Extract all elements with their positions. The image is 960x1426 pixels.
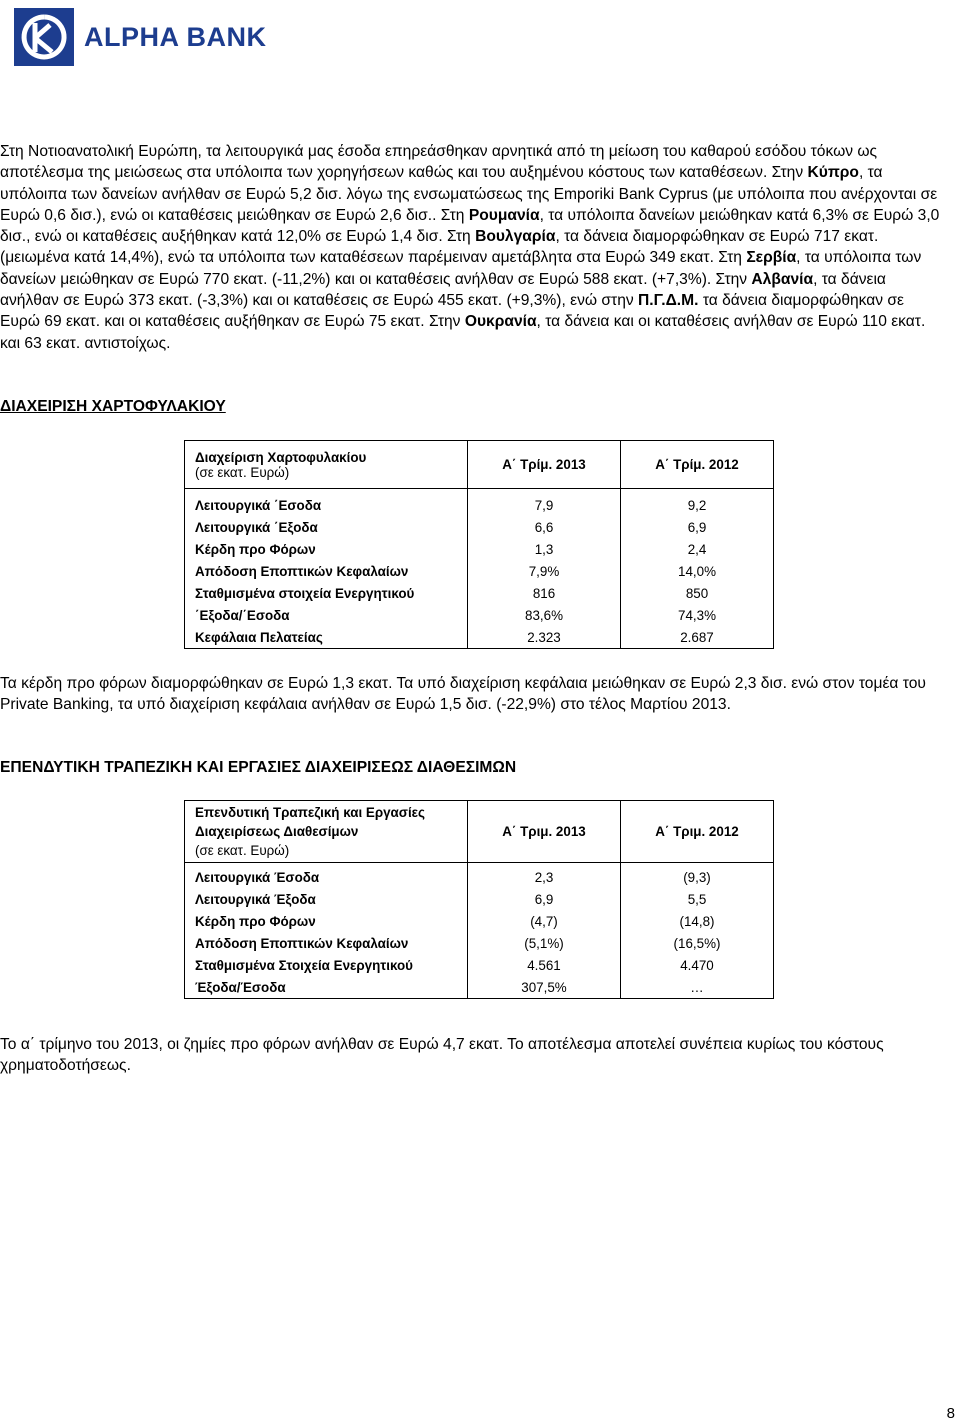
table-row — [185, 627, 774, 649]
row-label: Απόδοση Εποπτικών Κεφαλαίων — [185, 933, 468, 955]
table-title: Διαχείριση Χαρτοφυλακίου — [195, 449, 367, 465]
column-header: Α΄ Τριμ. 2013 — [468, 801, 621, 863]
portfolio-table — [184, 440, 774, 649]
row-label: Λειτουργικά ΄Εξοδα — [185, 517, 468, 539]
table-row — [185, 605, 774, 627]
table-header-row — [185, 801, 774, 863]
column-header: Α΄ Τρίμ. 2013 — [468, 441, 621, 489]
row-value: 74,3% — [621, 605, 774, 627]
row-value: 6,9 — [468, 889, 621, 911]
row-value: 14,0% — [621, 561, 774, 583]
row-label: Σταθμισμένα στοιχεία Ενεργητικού — [185, 583, 468, 605]
table-row — [185, 583, 774, 605]
row-value: … — [621, 977, 774, 999]
row-value: (5,1%) — [468, 933, 621, 955]
table-row — [185, 867, 774, 889]
table-row — [185, 495, 774, 517]
table-header-row — [185, 441, 774, 489]
table-row — [185, 955, 774, 977]
table-row — [185, 517, 774, 539]
table-row — [185, 889, 774, 911]
row-value: (9,3) — [621, 867, 774, 889]
row-value: 2.687 — [621, 627, 774, 649]
row-label: Λειτουργικά ΄Εσοδα — [185, 495, 468, 517]
section-heading-investment-banking: ΕΠΕΝΔΥΤΙΚΗ ΤΡΑΠΕΖΙΚΗ ΚΑΙ ΕΡΓΑΣΙΕΣ ΔΙΑΧΕΙΡΙΣΕΩΣ ΔΙΑΘΕΣΙΜΩΝ — [0, 759, 517, 776]
row-value: 7,9 — [468, 495, 621, 517]
table-row — [185, 977, 774, 999]
row-value: 850 — [621, 583, 774, 605]
row-value: 307,5% — [468, 977, 621, 999]
portfolio-summary: Τα κέρδη προ φόρων διαμορφώθηκαν σε Ευρώ 1,3 εκατ. Τα υπό διαχείριση κεφάλαια μειώθηκαν σε Ευρώ 2,3 δισ. ενώ στον τομέα του Private Banking, τα υπό διαχείριση κεφάλαια ανήλθαν σε Ευρώ 1,5 δισ. (-22,9%) στο τέλος Μαρτίου 2013. — [0, 675, 926, 714]
row-label: Σταθμισμένα Στοιχεία Ενεργητικού — [185, 955, 468, 977]
row-value: 2,3 — [468, 867, 621, 889]
row-value: (4,7) — [468, 911, 621, 933]
table-unit: (σε εκατ. Ευρώ) — [195, 464, 290, 480]
column-header: Α΄ Τρίμ. 2012 — [621, 441, 774, 489]
investment-banking-table — [184, 800, 774, 999]
table-unit: (σε εκατ. Ευρώ) — [195, 843, 290, 858]
row-label: Λειτουργικά Έξοδα — [185, 889, 468, 911]
row-value: 4.470 — [621, 955, 774, 977]
row-value: (16,5%) — [621, 933, 774, 955]
row-label: Κέρδη προ Φόρων — [185, 539, 468, 561]
section-heading-portfolio: ΔΙΑΧΕΙΡΙΣΗ ΧΑΡΤΟΦΥΛΑΚΙΟΥ — [0, 398, 226, 415]
alpha-bank-logo — [14, 8, 267, 66]
column-header: Α΄ Τριμ. 2012 — [621, 801, 774, 863]
row-value: 4.561 — [468, 955, 621, 977]
page-number: 8 — [946, 1405, 955, 1422]
table-title-line-1: Επενδυτική Τραπεζική και Εργασίες — [195, 805, 425, 820]
investment-banking-summary: Το α΄ τρίμηνο του 2013, οι ζημίες προ φόρων ανήλθαν σε Ευρώ 4,7 εκατ. Το αποτέλεσμα αποτελεί συνέπεια κυρίως του κόστους χρηματοδοτήσεως. — [0, 1036, 884, 1075]
table-title-line-2: Διαχειρίσεως Διαθεσίμων — [195, 824, 359, 839]
table-title-cell — [185, 441, 468, 489]
row-label: Λειτουργικά Έσοδα — [185, 867, 468, 889]
row-value: 6,9 — [621, 517, 774, 539]
table-title-cell — [185, 801, 468, 863]
row-label: ΄Εξοδα/΄Εσοδα — [185, 605, 468, 627]
table-row — [185, 539, 774, 561]
row-value: (14,8) — [621, 911, 774, 933]
row-label: Έξοδα/Έσοδα — [185, 977, 468, 999]
alpha-bank-logo-icon — [14, 8, 74, 66]
table-row — [185, 933, 774, 955]
row-value: 83,6% — [468, 605, 621, 627]
logo-wordmark: ALPHA BANK — [84, 21, 267, 52]
row-value: 6,6 — [468, 517, 621, 539]
row-value: 7,9% — [468, 561, 621, 583]
row-value: 1,3 — [468, 539, 621, 561]
row-label: Απόδοση Εποπτικών Κεφαλαίων — [185, 561, 468, 583]
row-value: 5,5 — [621, 889, 774, 911]
row-label: Κεφάλαια Πελατείας — [185, 627, 468, 649]
row-label: Κέρδη προ Φόρων — [185, 911, 468, 933]
row-value: 2.323 — [468, 627, 621, 649]
table-row — [185, 911, 774, 933]
table-row — [185, 561, 774, 583]
row-value: 9,2 — [621, 495, 774, 517]
row-value: 816 — [468, 583, 621, 605]
row-value: 2,4 — [621, 539, 774, 561]
intro-paragraph: Στη Νοτιοανατολική Ευρώπη, τα λειτουργικά μας έσοδα επηρεάσθηκαν αρνητικά από τη μείωση του καθαρού εσόδου τόκων ως αποτέλεσμα της μειώσεως στα υπόλοιπα των χορηγήσεων καθώς και του αυξημένου κόστους των καταθέσεων. Στην Κύπρο, τα υπόλοιπα των δανείων ανήλθαν σε Ευρώ 5,2 δισ. λόγω της ενσωματώσεως της Emporiki Bank Cyprus (με υπόλοιπα που ανέρχονται σε Ευρώ 0,6 δισ.), ενώ οι καταθέσεις μειώθηκαν σε Ευρώ 2,6 δισ.. Στη Ρουμανία, τα υπόλοιπα δανείων μειώθηκαν κατά 6,3% σε Ευρώ 3,0 δισ., ενώ οι καταθέσεις αυξήθηκαν κατά 12,0% σε Ευρώ 1,4 δισ. Στη Βουλγαρία, τα δάνεια διαμορφώθηκαν σε Ευρώ 717 εκατ. (μειωμένα κατά 14,4%), ενώ τα υπόλοιπα των καταθέσεων παρέμειναν αμετάβλητα στα Ευρώ 349 εκατ. Στη Σερβία, τα υπόλοιπα των δανείων μειώθηκαν σε Ευρώ 770 εκατ. (-11,2%) και οι καταθέσεις ανήλθαν σε Ευρώ 588 εκατ. (+7,3%). Στην Αλβανία, τα δάνεια ανήλθαν σε Ευρώ 373 εκατ. (-3,3%) και οι καταθέσεις σε Ευρώ 455 εκατ. (+9,3%), ενώ στην Π.Γ.Δ.Μ. τα δάνεια διαμορφώθηκαν σε Ευρώ 69 εκατ. και οι καταθέσεις αυξήθηκαν σε Ευρώ 75 εκατ. Στην Ουκρανία, τα δάνεια και οι καταθέσεις ανήλθαν σε Ευρώ 110 εκατ. και 63 εκατ. αντιστοίχως. — [0, 143, 940, 352]
